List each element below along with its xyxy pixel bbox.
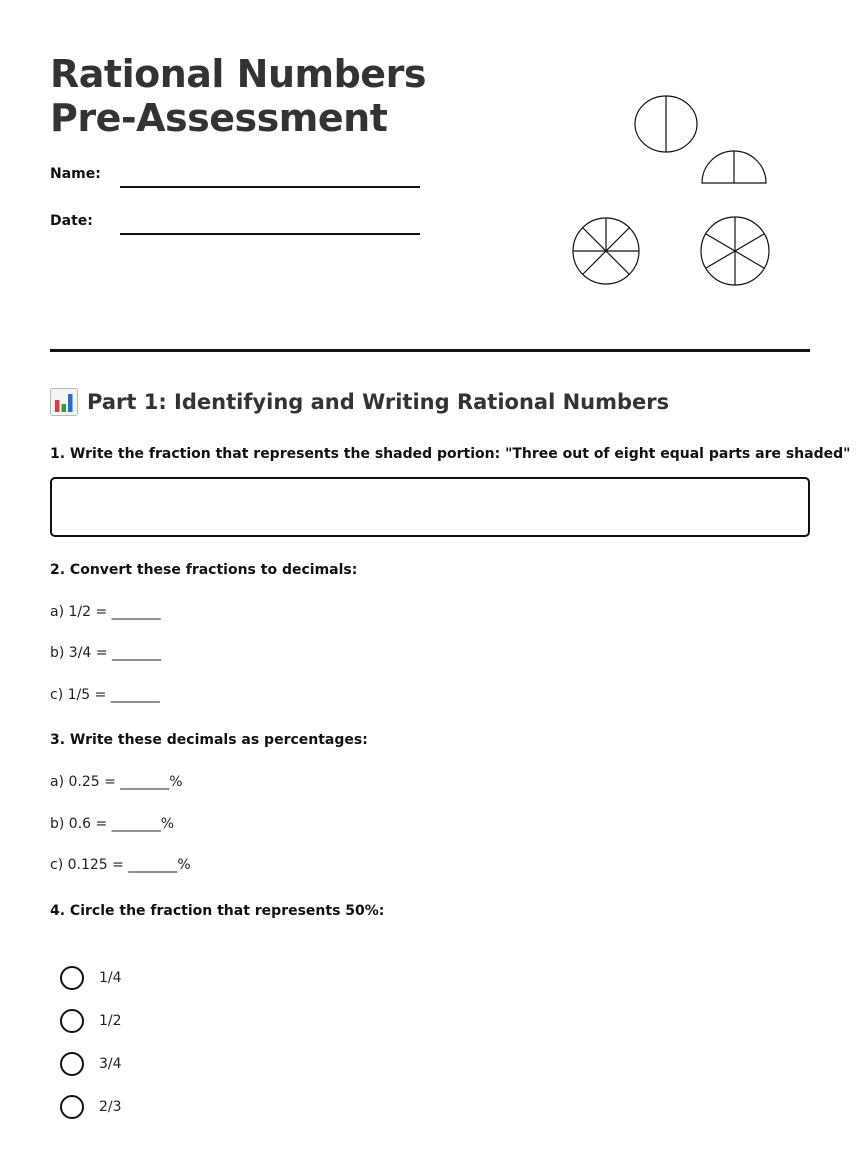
page-title: Rational Numbers Pre-Assessment bbox=[50, 52, 426, 140]
option-label: 2/3 bbox=[99, 1099, 122, 1115]
fraction-circles-illustration bbox=[560, 90, 790, 295]
date-field[interactable] bbox=[120, 233, 420, 235]
question-2-item-a: a) 1/2 = _______ bbox=[50, 604, 161, 620]
question-1-answer-box[interactable] bbox=[50, 477, 810, 537]
question-3-item-c: c) 0.125 = _______% bbox=[50, 857, 191, 873]
eighths-circle-icon bbox=[573, 218, 639, 284]
date-label: Date: bbox=[50, 213, 93, 229]
question-3-prompt: 3. Write these decimals as percentages: bbox=[50, 732, 368, 748]
option-radio-3-4[interactable] bbox=[60, 1052, 122, 1076]
option-radio-1-4[interactable] bbox=[60, 966, 122, 990]
question-2-item-b: b) 3/4 = _______ bbox=[50, 645, 161, 661]
question-2-item-c: c) 1/5 = _______ bbox=[50, 687, 160, 703]
name-field[interactable] bbox=[120, 186, 420, 188]
question-1-prompt: 1. Write the fraction that represents the shaded portion: "Three out of eight equal parts are shaded" bbox=[50, 446, 851, 462]
name-label: Name: bbox=[50, 166, 101, 182]
semicircle-icon bbox=[702, 151, 766, 183]
option-radio-1-2[interactable] bbox=[60, 1009, 122, 1033]
option-radio-2-3[interactable] bbox=[60, 1095, 122, 1119]
radio-circle-icon[interactable] bbox=[60, 1052, 84, 1076]
radio-circle-icon[interactable] bbox=[60, 1095, 84, 1119]
question-3-item-b: b) 0.6 = _______% bbox=[50, 816, 174, 832]
option-label: 1/2 bbox=[99, 1013, 122, 1029]
question-3-item-a: a) 0.25 = _______% bbox=[50, 774, 183, 790]
part1-heading-text: Part 1: Identifying and Writing Rational Numbers bbox=[87, 390, 670, 414]
sixths-circle-icon bbox=[701, 217, 769, 285]
radio-circle-icon[interactable] bbox=[60, 1009, 84, 1033]
bar-chart-icon bbox=[50, 388, 78, 416]
radio-circle-icon[interactable] bbox=[60, 966, 84, 990]
option-label: 3/4 bbox=[99, 1056, 122, 1072]
header-divider bbox=[50, 349, 810, 352]
question-2-prompt: 2. Convert these fractions to decimals: bbox=[50, 562, 358, 578]
halves-circle-icon bbox=[635, 96, 697, 152]
question-4-prompt: 4. Circle the fraction that represents 50%: bbox=[50, 903, 385, 919]
option-label: 1/4 bbox=[99, 970, 122, 986]
part1-heading bbox=[50, 388, 669, 416]
